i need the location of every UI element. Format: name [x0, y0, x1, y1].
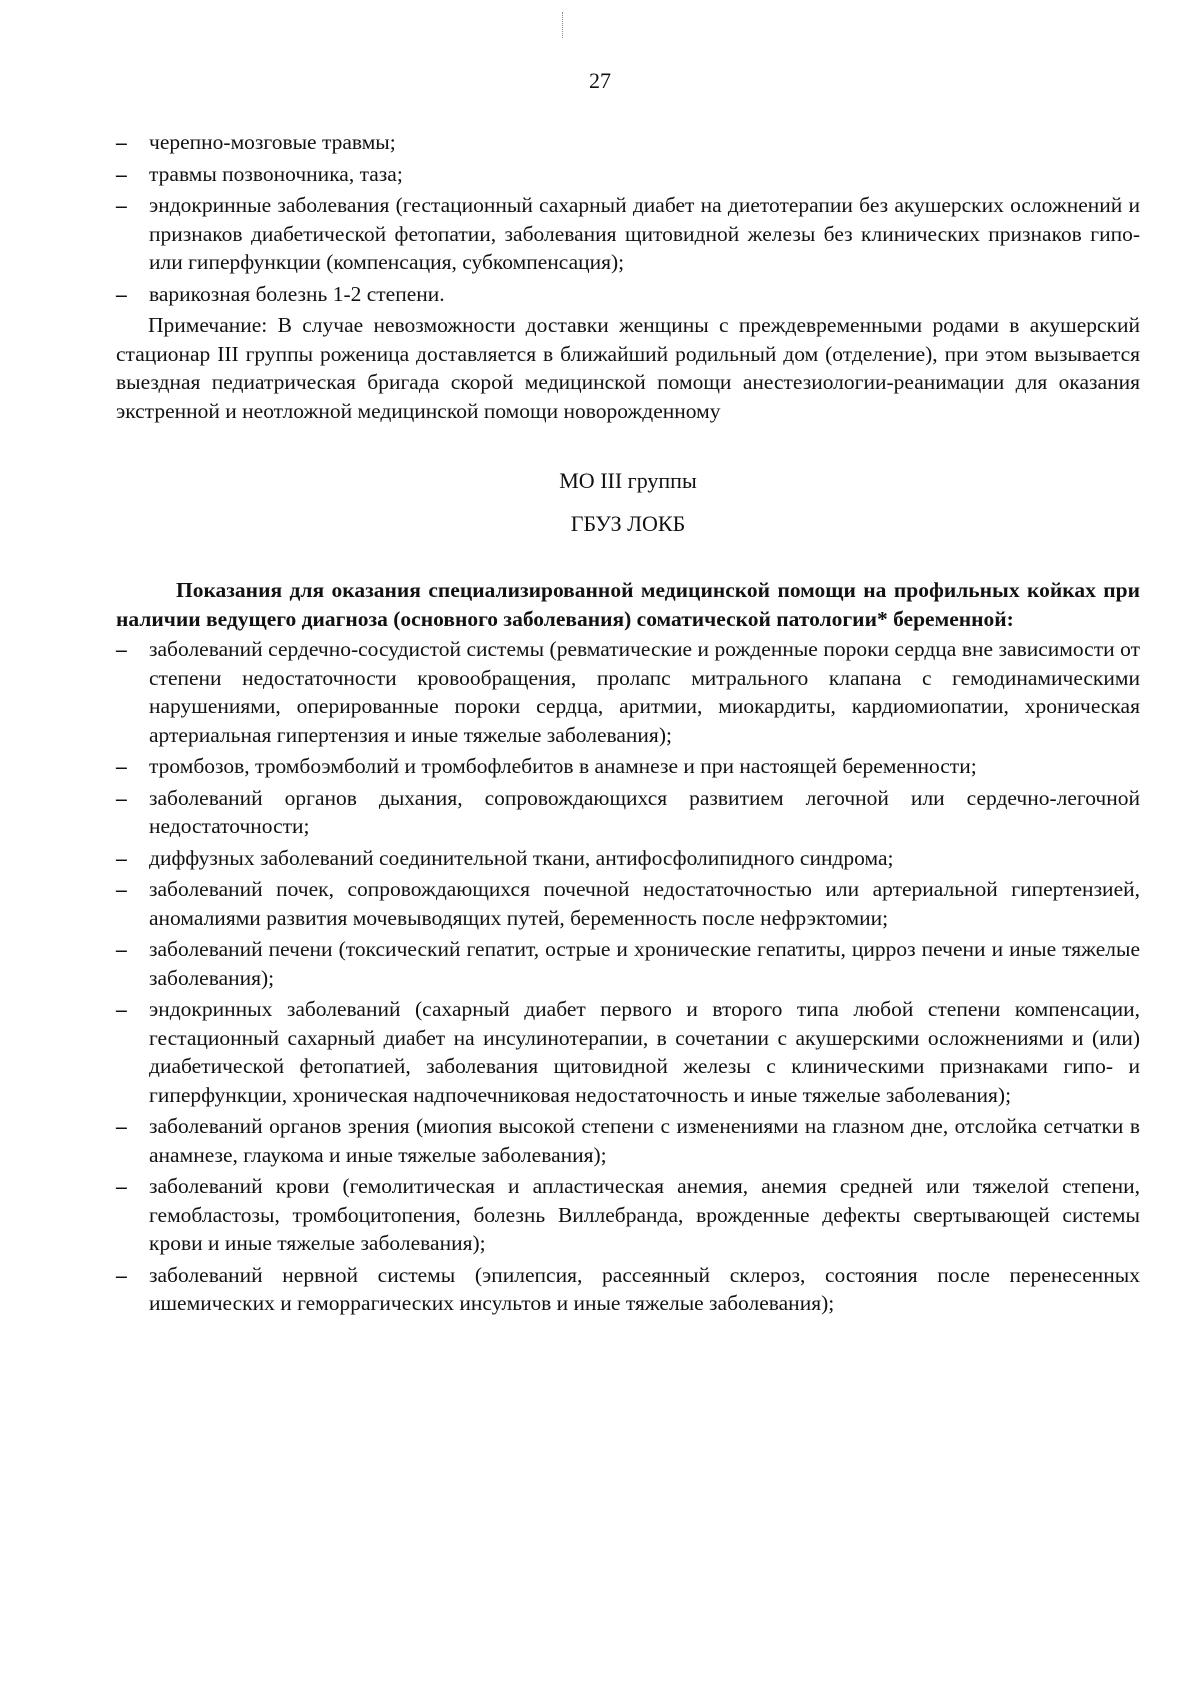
- list-item: – варикозная болезнь 1-2 степени.: [116, 280, 1140, 309]
- list-item: – тромбозов, тромбоэмболий и тромбофлебитов в анамнезе и при настоящей беременности;: [116, 752, 1140, 781]
- note-paragraph: Примечание: В случае невозможности доставки женщины с преждевременными родами в акушерский стационар III группы роженица доставляется в ближайший родильный дом (отделение), при этом вызывается выездная педиатрическая бригада скорой медицинской помощи анестезиологии-реанимации для оказания экстренной и неотложной медицинской помощи новорожденному: [116, 313, 1140, 423]
- list-item: – эндокринные заболевания (гестационный сахарный диабет на диетотерапии без акушерских осложнений и признаков диабетической фетопатии, заболевания щитовидной железы без клинических признаков гипо- или гиперфункции (компенсация, субкомпенсация);: [116, 191, 1140, 277]
- list-item: – травмы позвоночника, таза;: [116, 160, 1140, 189]
- list-item: – заболеваний нервной системы (эпилепсия, рассеянный склероз, состояния после перенесенных ишемических и геморрагических инсультов и иные тяжелые заболевания);: [116, 1261, 1140, 1318]
- page-number: 27: [589, 68, 611, 93]
- scan-artifact: [562, 12, 565, 38]
- section-heading: Показания для оказания специализированной медицинской помощи на профильных койках при наличии ведущего диагноза (основного заболевания) соматической патологии* беременной:: [116, 578, 1140, 631]
- mo-group-title: МО III группы: [559, 468, 697, 493]
- list-item: – заболеваний почек, сопровождающихся почечной недостаточностью или артериальной гипертензией, аномалиями развития мочевыводящих путей, беременность после нефрэктомии;: [116, 875, 1140, 932]
- list-item: – черепно-мозговые травмы;: [116, 128, 1140, 157]
- list-item: – заболеваний крови (гемолитическая и апластическая анемия, анемия средней или тяжелой степени, гемобластозы, тромбоцитопения, болезнь Виллебранда, врожденные дефекты свертывающей системы крови и иные тяжелые заболевания);: [116, 1172, 1140, 1258]
- list-item: – заболеваний сердечно-сосудистой системы (ревматические и рожденные пороки сердца вне зависимости от степени недостаточности кровообращения, пролапс митрального клапана с гемодинамическими нарушениями, оперированные пороки сердца, аритмии, миокардиты, кардиомиопатии, хроническая артериальная гипертензия и иные тяжелые заболевания);: [116, 635, 1140, 749]
- list-item: – заболеваний органов дыхания, сопровождающихся развитием легочной или сердечно-легочной недостаточности;: [116, 784, 1140, 841]
- conditions-list-main: [116, 635, 1140, 1318]
- organization-title: ГБУЗ ЛОКБ: [570, 510, 686, 536]
- list-item: – заболеваний органов зрения (миопия высокой степени с изменениями на глазном дне, отслойка сетчатки в анамнезе, глаукома и иные тяжелые заболевания);: [116, 1112, 1140, 1169]
- conditions-list-top: [116, 128, 1140, 308]
- document-body: [116, 128, 1140, 1321]
- list-item: – заболеваний печени (токсический гепатит, острые и хронические гепатиты, цирроз печени и иные тяжелые заболевания);: [116, 935, 1140, 992]
- list-item: – эндокринных заболеваний (сахарный диабет первого и второго типа любой степени компенсации, гестационный сахарный диабет на инсулинотерапии, в сочетании с акушерскими осложнениями и (или) диабетической фетопатией, заболевания щитовидной железы с клиническими признаками гипо- и гиперфункции, хроническая надпочечниковая недостаточность и иные тяжелые заболевания);: [116, 995, 1140, 1109]
- list-item: – диффузных заболеваний соединительной ткани, антифосфолипидного синдрома;: [116, 844, 1140, 873]
